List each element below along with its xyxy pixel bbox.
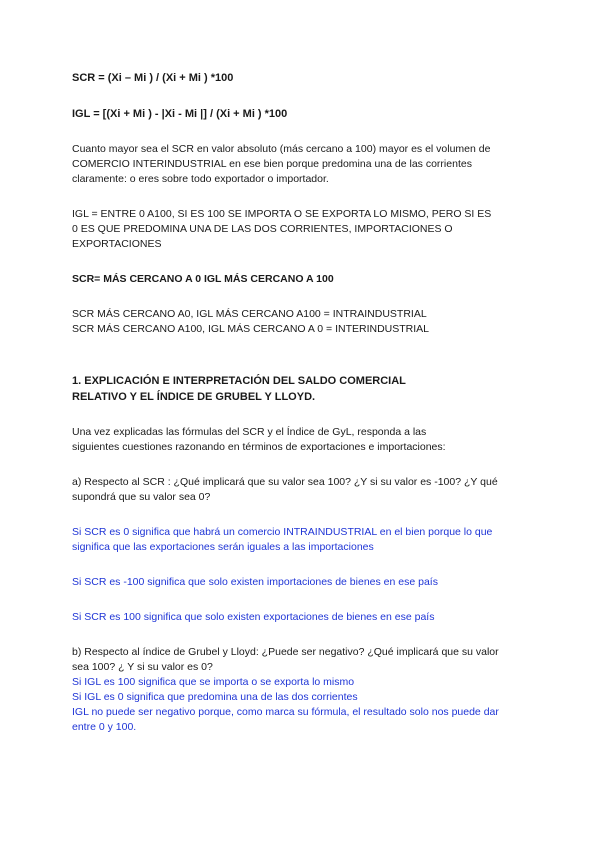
text-line: EXPORTACIONES [72, 238, 162, 250]
answer-a-scr-100: Si SCR es 100 significa que solo existen exportaciones de bienes en ese país [72, 611, 435, 623]
text-line: b) Respecto al índice de Grubel y Lloyd: ¿Puede ser negativo? ¿Qué implicará que su valor [72, 646, 499, 658]
text-line: Una vez explicadas las fórmulas del SCR y el Índice de GyL, responda a las [72, 426, 427, 438]
scr-explanation [72, 142, 532, 187]
igl-formula: IGL = [(Xi + Mi ) - |Xi - Mi |] / (Xi + Mi ) *100 [72, 108, 288, 120]
scr-formula: SCR = (Xi – Mi ) / (Xi + Mi ) *100 [72, 72, 234, 84]
answer-line: Si IGL es 0 significa que predomina una de las dos corrientes [72, 691, 358, 703]
text-line: sea 100? ¿ Y si su valor es 0? [72, 661, 213, 673]
heading-line: 1. EXPLICACIÓN E INTERPRETACIÓN DEL SALDO COMERCIAL [72, 375, 406, 387]
summary-bold: SCR= MÁS CERCANO A 0 IGL MÁS CERCANO A 100 [72, 273, 334, 285]
section-heading [72, 373, 532, 405]
heading-line: RELATIVO Y EL ÍNDICE DE GRUBEL Y LLOYD. [72, 391, 316, 403]
answer-line: entre 0 y 100. [72, 721, 137, 733]
text-line: siguientes cuestiones razonando en términos de exportaciones e importaciones: [72, 441, 446, 453]
classification-rules [72, 307, 532, 337]
answer-a-scr-0 [72, 525, 532, 555]
igl-explanation [72, 207, 532, 252]
text-line: Cuanto mayor sea el SCR en valor absoluto (más cercano a 100) mayor es el volumen de [72, 143, 491, 155]
answer-line: significa que las exportaciones serán iguales a las importaciones [72, 541, 374, 553]
question-a [72, 475, 532, 505]
document-page [72, 70, 532, 735]
text-line: claramente: o eres sobre todo exportador o importador. [72, 173, 329, 185]
question-b [72, 645, 532, 675]
text-line: supondrá que su valor sea 0? [72, 491, 211, 503]
text-line: IGL = ENTRE 0 A100, SI ES 100 SE IMPORTA O SE EXPORTA LO MISMO, PERO SI ES [72, 208, 492, 220]
answer-line: IGL no puede ser negativo porque, como marca su fórmula, el resultado solo nos puede dar [72, 706, 499, 718]
text-line: a) Respecto al SCR : ¿Qué implicará que su valor sea 100? ¿Y si su valor es -100? ¿Y qué [72, 476, 498, 488]
text-line: 0 ES QUE PREDOMINA UNA DE LAS DOS CORRIENTES, IMPORTACIONES O [72, 223, 453, 235]
answer-a-scr-minus-100: Si SCR es -100 significa que solo existen importaciones de bienes en ese país [72, 576, 438, 588]
text-line: COMERCIO INTERINDUSTRIAL en ese bien porque predomina una de las corrientes [72, 158, 472, 170]
instructions [72, 425, 532, 455]
rule-line: SCR MÁS CERCANO A100, IGL MÁS CERCANO A 0 = INTERINDUSTRIAL [72, 323, 429, 335]
answer-line: Si SCR es 0 significa que habrá un comercio INTRAINDUSTRIAL en el bien porque lo que [72, 526, 493, 538]
answer-line: Si IGL es 100 significa que se importa o se exporta lo mismo [72, 676, 355, 688]
rule-line: SCR MÁS CERCANO A0, IGL MÁS CERCANO A100 = INTRAINDUSTRIAL [72, 308, 427, 320]
answer-b [72, 675, 532, 735]
